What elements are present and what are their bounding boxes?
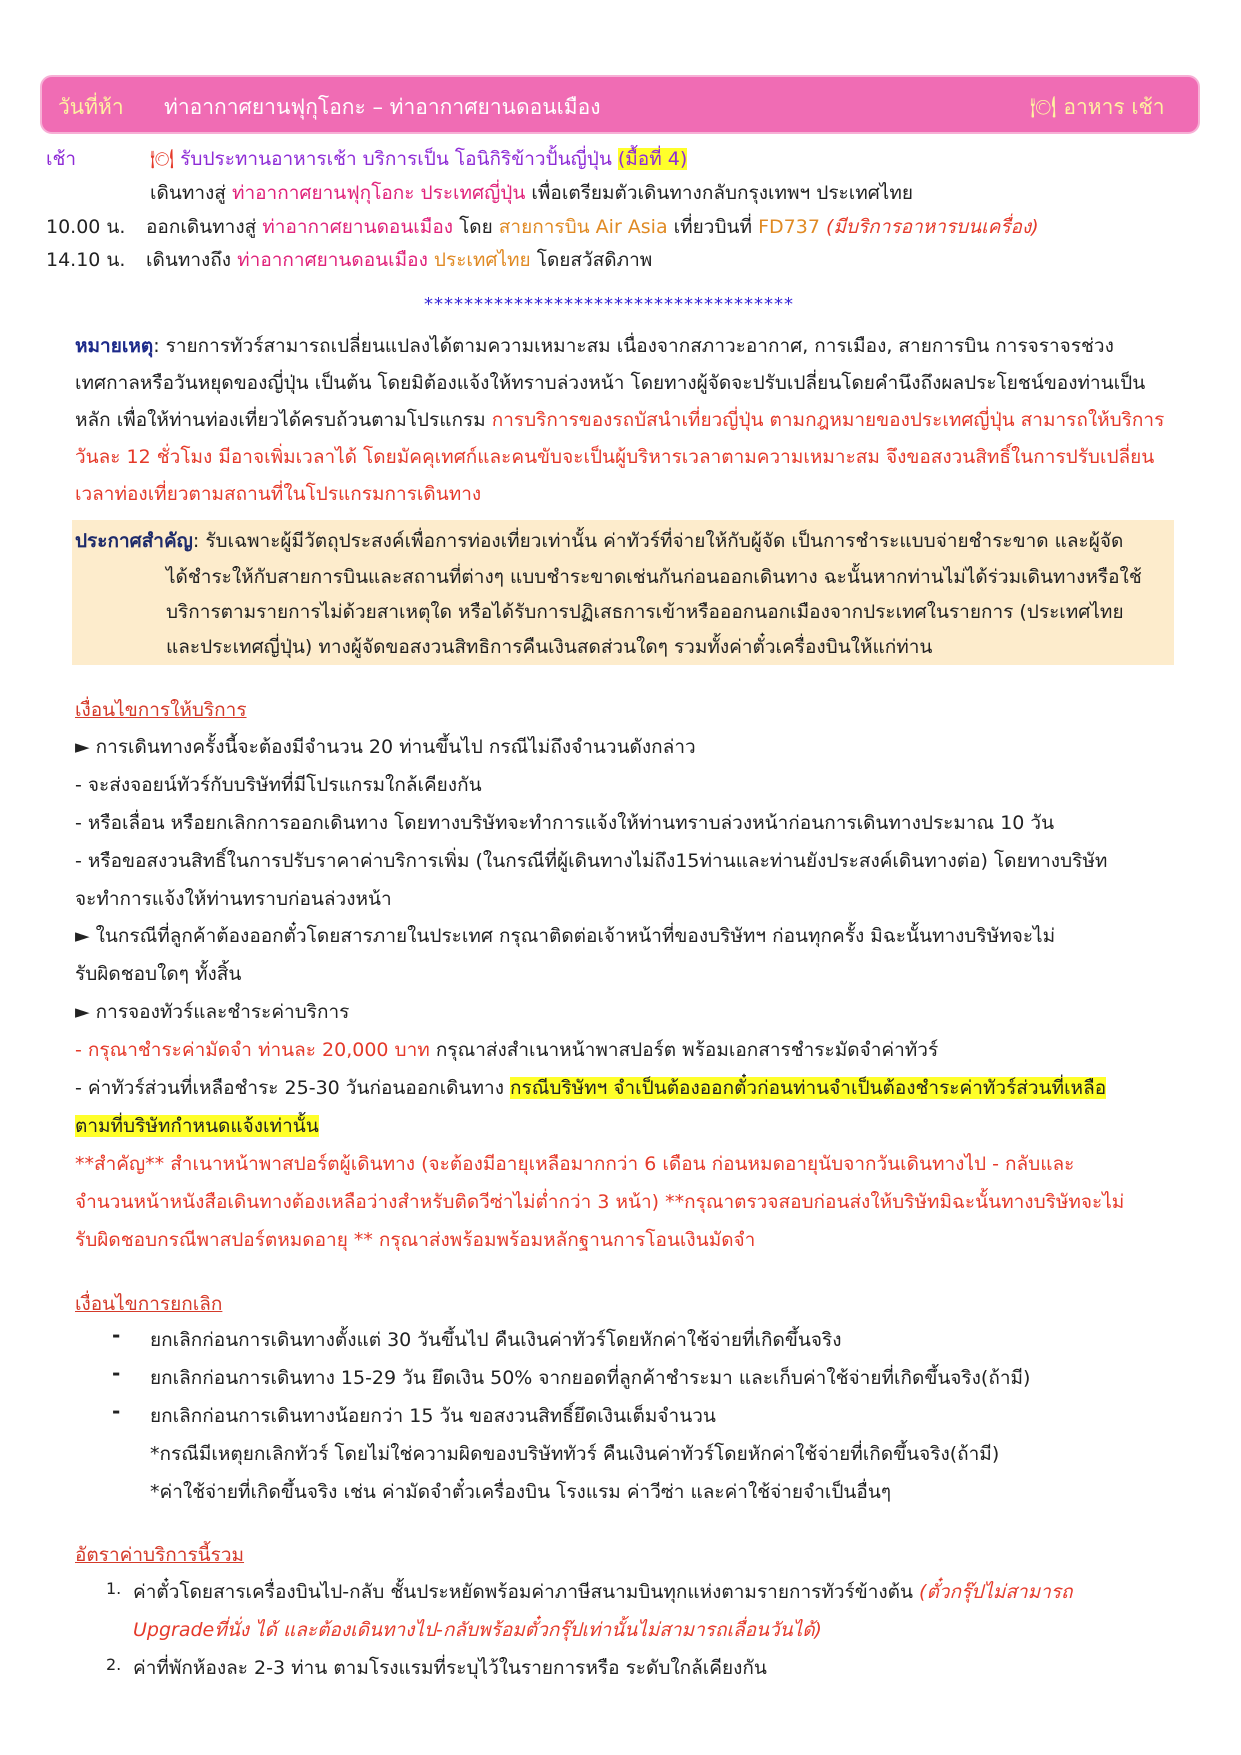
included-item-1: ค่าตั๋วโดยสารเครื่องบินไป-กลับ ชั้นประหยัดพร้อมค่าภาษีสนามบินทุกแห่งตามรายการทัวร์ข้างต้น (ตั๋วกรุ๊ปไม่สามารถ <box>133 1581 1073 1603</box>
included-item-2: ค่าที่พักห้องละ 2-3 ท่าน ตามโรงแรมที่ระบุไว้ในรายการหรือ ระดับใกล้เคียงกัน <box>133 1657 767 1679</box>
note-paragraph: หมายเหตุ: รายการทัวร์สามารถเปลี่ยนแปลงได้ตามความเหมาะสม เนื่องจากสภาวะอากาศ, การเมือง, สายการบิน การจราจรช่วงเทศกาลหรือวันหยุดของญี่ปุ่น เป็นต้น โดยมิต้องแจ้งให้ทราบล่วงหน้า โดยทางผู้จัดจะปรับเปลี่ยนโดยคำนึงถึงผลประโยชน์ของท่านเป็นหลัก เพื่อให้ท่านท่องเที่ยวได้ครบถ้วนตามโปรแกรม การบริการของรถบัสนำเที่ยวญี่ปุ่น ตามกฎหมายของประเทศญี่ปุ่น สามารถให้บริการวันละ 12 ชั่วโมง มีอาจเพิ่มเวลาได้ โดยมัคคุเทศก์และคนขับจะเป็นผู้บริหารเวลาตามความเหมาะสม จึงขอสงวนสิทธิ์ในการปรับเปลี่ยนเวลาท่องเที่ยวตามสถานที่ในโปรแกรมการเดินทาง <box>75 335 1165 505</box>
schedule-row-flight: ออกเดินทางสู่ ท่าอากาศยานดอนเมือง โดย สายการบิน Air Asia เที่ยวบินที่ FD737 (มีบริการอาหารบนเครื่อง) <box>146 216 1039 238</box>
service-conditions-title: เงื่อนไขการให้บริการ <box>75 699 247 721</box>
meal-number: (มื้อที่ 4) <box>617 148 688 170</box>
schedule-time-1000: 10.00 น. <box>46 216 126 238</box>
bullet-dash: - <box>112 1361 121 1385</box>
included-title: อัตราค่าบริการนี้รวม <box>75 1544 245 1566</box>
schedule-time-morning: เช้า <box>46 148 77 170</box>
dining-icon: 🍽 <box>150 148 175 170</box>
schedule-row-depart-hotel: เดินทางสู่ ท่าอากาศยานฟุกุโอกะ ประเทศญี่ปุ่น เพื่อเตรียมตัวเดินทางกลับกรุงเทพฯ ประเทศไทย <box>150 182 914 204</box>
cancel-item: ยกเลิกก่อนการเดินทางน้อยกว่า 15 วัน ขอสงวนสิทธิ์ยึดเงินเต็มจำนวน <box>150 1405 716 1427</box>
day-label: วันที่ห้า <box>58 95 124 119</box>
day-header-band <box>40 75 1200 134</box>
cancel-item: ยกเลิกก่อนการเดินทาง 15-29 วัน ยึดเงิน 50% จากยอดที่ลูกค้าชำระมา และเก็บค่าใช้จ่ายที่เกิดขึ้นจริง(ถ้ามี) <box>150 1367 1031 1389</box>
bullet-dash: - <box>112 1323 121 1347</box>
day-meal: 🍽 อาหาร เช้า <box>1030 95 1165 119</box>
schedule-time-1410: 14.10 น. <box>46 249 126 271</box>
balance-line: - ค่าทัวร์ส่วนที่เหลือชำระ 25-30 วันก่อนออกเดินทาง กรณีบริษัทฯ จำเป็นต้องออกตั๋วก่อนท่านจำเป็นต้องชำระค่าทัวร์ส่วนที่เหลือ <box>75 1077 1107 1099</box>
announcement-label: ประกาศสำคัญ <box>75 530 193 552</box>
schedule-row-arrive: เดินทางถึง ท่าอากาศยานดอนเมือง ประเทศไทย โดยสวัสดิภาพ <box>146 249 653 271</box>
day-route: ท่าอากาศยานฟุกุโอกะ – ท่าอากาศยานดอนเมือง <box>164 95 601 119</box>
deposit-line: - กรุณาชำระค่ามัดจำ ท่านละ 20,000 บาท กรุณาส่งสำเนาหน้าพาสปอร์ต พร้อมเอกสารชำระมัดจำค่าทัวร์ <box>75 1039 939 1061</box>
cancel-item: ยกเลิกก่อนการเดินทางตั้งแต่ 30 วันขึ้นไป คืนเงินค่าทัวร์โดยหักค่าใช้จ่ายที่เกิดขึ้นจริง <box>150 1329 842 1351</box>
bullet-dash: - <box>112 1399 121 1423</box>
separator-stars: ************************************* <box>424 294 794 315</box>
note-label: หมายเหตุ <box>75 335 154 357</box>
announcement-box: ประกาศสำคัญ: รับเฉพาะผู้มีวัตถุประสงค์เพื่อการท่องเที่ยวเท่านั้น ค่าทัวร์ที่จ่ายให้กับผู้จัด เป็นการชำระแบบจ่ายชำระขาด และผู้จัด ได้ชำระให้กับสายการบินและสถานที่ต่างๆ แบบชำระขาดเช่นกันก่อนออกเดินทาง ฉะนั้นหากท่านไม่ได้ร่วมเดินทางหรือใช้ บริการตามรายการไม่ด้วยสาเหตุใด หรือได้รับการปฏิเสธการเข้าหรือออกนอกเมืองจากประเทศในรายการ (ประเทศไทย และประเทศญี่ปุ่น) ทางผู้จัดขอสงวนสิทธิการคืนเงินสดส่วนใดๆ รวมทั้งค่าตั๋วเครื่องบินให้แก่ท่าน <box>72 520 1174 665</box>
cancel-conditions-title: เงื่อนไขการยกเลิก <box>75 1293 223 1315</box>
schedule-row-breakfast: 🍽 รับประทานอาหารเช้า บริการเป็น โอนิกิริข้าวปั้นญี่ปุ่น (มื้อที่ 4) <box>150 148 688 170</box>
